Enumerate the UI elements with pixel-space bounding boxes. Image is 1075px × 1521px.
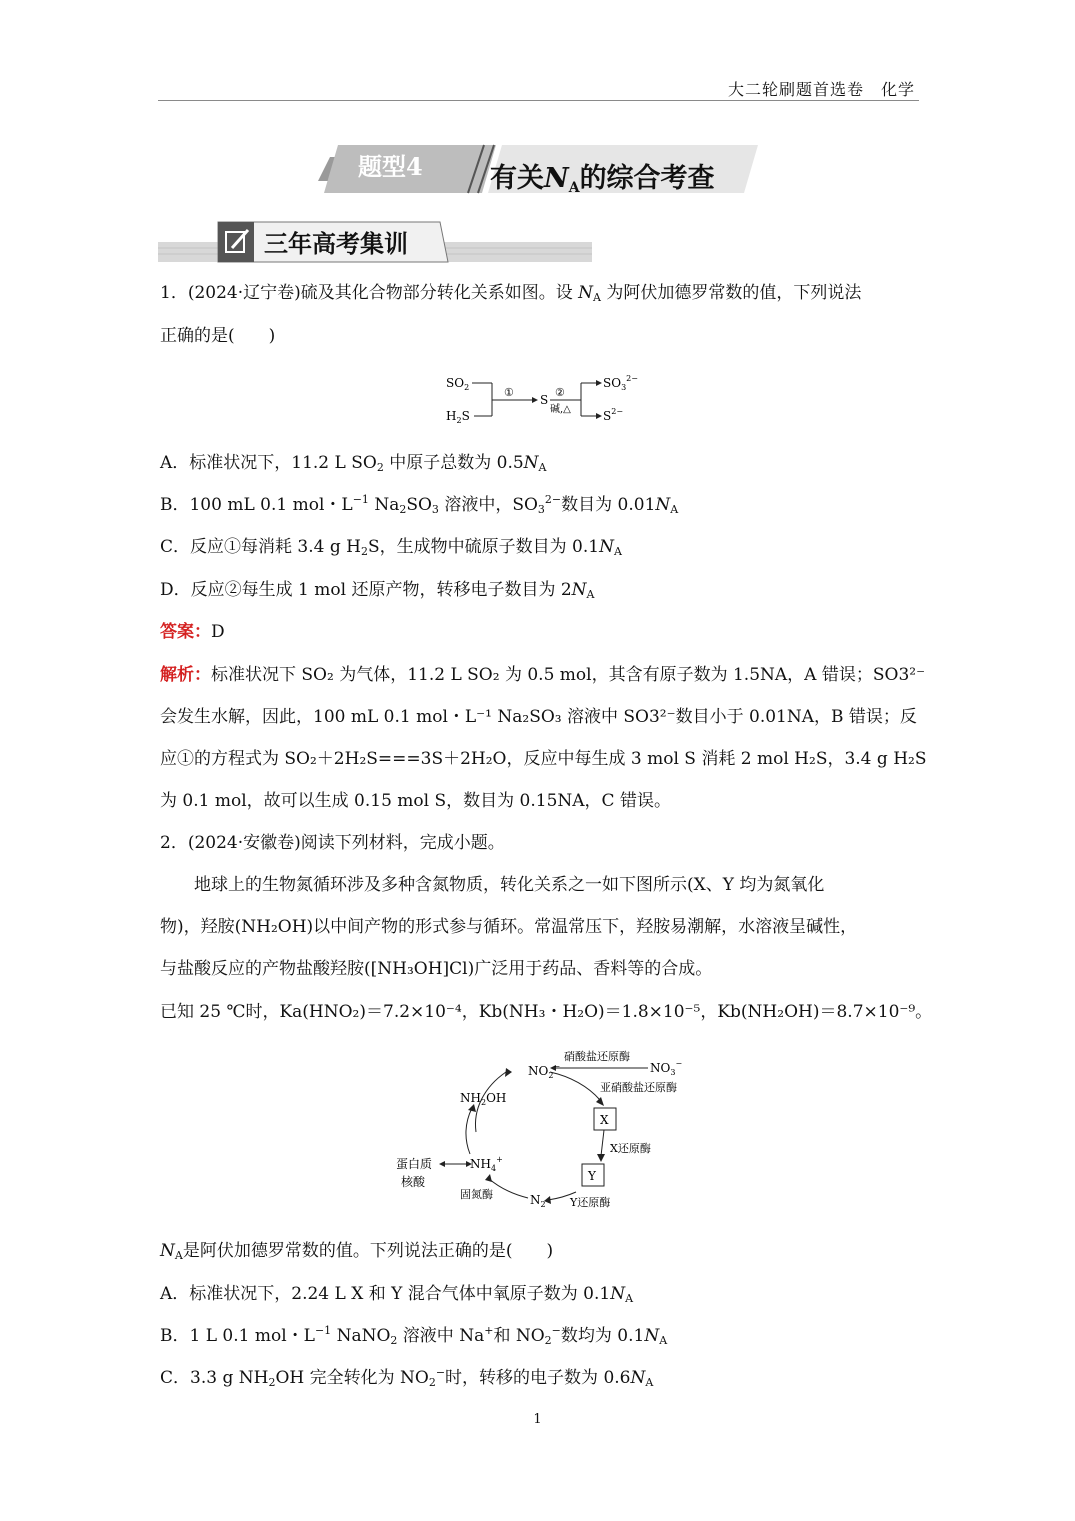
q1-option-c: C．反应①每消耗 3.4 g $H_2S$，生成物中硫原子数目为 $0.1N_A$ <box>160 537 622 558</box>
q1-analysis-line3: 应①的方程式为 SO₂＋2H₂S===3S＋2H₂O，反应中每生成 3 mol S 消耗 2 mol H₂S，3.4 g H₂S <box>160 749 927 769</box>
q1-stem-line1: 1．(2024·辽宁卷)硫及其化合物部分转化关系如图。设 $N_A$ 为阿伏加德罗常数的值，下列说法 <box>160 283 862 304</box>
q1-analysis-line2: 会发生水解，因此，100 mL 0.1 mol・L⁻¹ Na₂SO₃ 溶液中 SO3²⁻数目小于 0.01NA，B 错误；反 <box>160 707 917 727</box>
topic-banner <box>318 143 758 201</box>
section-title: 三年高考集训 <box>264 229 408 258</box>
sulfide-label: $S^{2-}$ <box>603 407 624 423</box>
sulfite-label: $SO_3^{2-}$ <box>603 374 638 392</box>
q2-question-stem: $N_A$是阿伏加德罗常数的值。下列说法正确的是( ) <box>160 1241 554 1262</box>
y-label: Y <box>588 1169 596 1183</box>
sulfur-conversion-diagram <box>440 370 640 426</box>
q2-material-line3: 与盐酸反应的产物盐酸羟胺([NH₃OH]Cl)广泛用于药品、香料等的合成。 <box>160 959 713 979</box>
q1-analysis-line1: 解析：标准状况下 SO₂ 为气体，11.2 L SO₂ 为 0.5 mol，其含有原子数为 1.5NA，A 错误；SO3²⁻ <box>160 665 926 685</box>
nitrate-enzyme-label: 硝酸盐还原酶 <box>564 1050 630 1063</box>
nitrogen-cycle-diagram <box>388 1046 698 1212</box>
section-header <box>158 218 592 266</box>
so2-label: $SO_2$ <box>446 376 470 392</box>
nitrite-label: $NO_2^-$ <box>528 1062 561 1080</box>
x-label: X <box>600 1113 609 1127</box>
h2s-label: $H_2S$ <box>446 409 470 425</box>
nitrite-enzyme-label: 亚硝酸盐还原酶 <box>600 1081 677 1094</box>
nitrogen-label: $N_2$ <box>530 1193 546 1209</box>
header-title: 大二轮刷题首选卷 化学 <box>727 80 915 99</box>
banner-title: 有关NA的综合考查 <box>490 163 715 196</box>
q2-known-constants: 已知 25 ℃时，Ka(HNO₂)＝7.2×10⁻⁴，Kb(NH₃・H₂O)＝1.8×10⁻⁵，Kb(NH₂OH)＝8.7×10⁻⁹。 <box>160 1002 933 1022</box>
q2-option-c: C．3.3 g $NH_2OH$ 完全转化为 $NO_2^-$时，转移的电子数为 $0.6N_A$ <box>160 1366 654 1389</box>
x-enzyme-label: X还原酶 <box>610 1142 651 1155</box>
q2-material-line1: 地球上的生物氮循环涉及多种含氮物质，转化关系之一如下图所示(X、Y 均为氮氧化 <box>194 875 825 895</box>
hydroxylamine-label: $NH_2OH$ <box>460 1091 507 1107</box>
ammonium-label: $NH_4^+$ <box>470 1155 503 1173</box>
step1-label: ① <box>504 386 514 399</box>
q2-option-a: A．标准状况下，2.24 L X 和 Y 混合气体中氧原子数为 $0.1N_A$ <box>160 1284 634 1305</box>
fixation-enzyme-label: 固氮酶 <box>460 1188 493 1201</box>
q1-answer: 答案：D <box>160 622 225 642</box>
running-header <box>158 76 919 101</box>
protein-label: 蛋白质 <box>396 1157 433 1171</box>
nucleic-acid-label: 核酸 <box>401 1175 426 1189</box>
page-number: 1 <box>533 1412 542 1427</box>
q2-option-b: B．1 L 0.1 mol・$L^{-1}$ NaNO$_2$ 溶液中 Na+和 $NO_2^-$数均为 $0.1N_A$ <box>160 1324 668 1347</box>
q1-analysis-line4: 为 0.1 mol，故可以生成 0.15 mol S，数目为 0.15NA，C 错误。 <box>160 791 671 811</box>
q1-option-a: A．标准状况下，11.2 L $SO_2$ 中原子总数为 $0.5N_A$ <box>160 453 547 474</box>
s-label: S <box>540 393 549 407</box>
q2-material-line2: 物)，羟胺(NH₂OH)以中间产物的形式参与循环。常温常压下，羟胺易潮解，水溶液呈碱性， <box>160 917 858 937</box>
y-enzyme-label: Y还原酶 <box>570 1196 611 1209</box>
step2-label: ② <box>555 386 565 399</box>
q1-stem-line2: 正确的是( ) <box>160 326 276 346</box>
q2-stem: 2．(2024·安徽卷)阅读下列材料，完成小题。 <box>160 833 505 853</box>
q1-option-b: B．100 mL 0.1 mol・$L^{-1}$ $Na_2SO_3$ 溶液中，$SO_3^{2-}$数目为 $0.01N_A$ <box>160 493 679 516</box>
condition-label: 碱,△ <box>550 404 571 415</box>
nitrate-label: $NO_3^-$ <box>650 1059 683 1077</box>
q1-option-d: D．反应②每生成 1 mol 还原产物，转移电子数目为 $2N_A$ <box>160 580 595 601</box>
banner-tag: 题型4 <box>358 152 423 181</box>
